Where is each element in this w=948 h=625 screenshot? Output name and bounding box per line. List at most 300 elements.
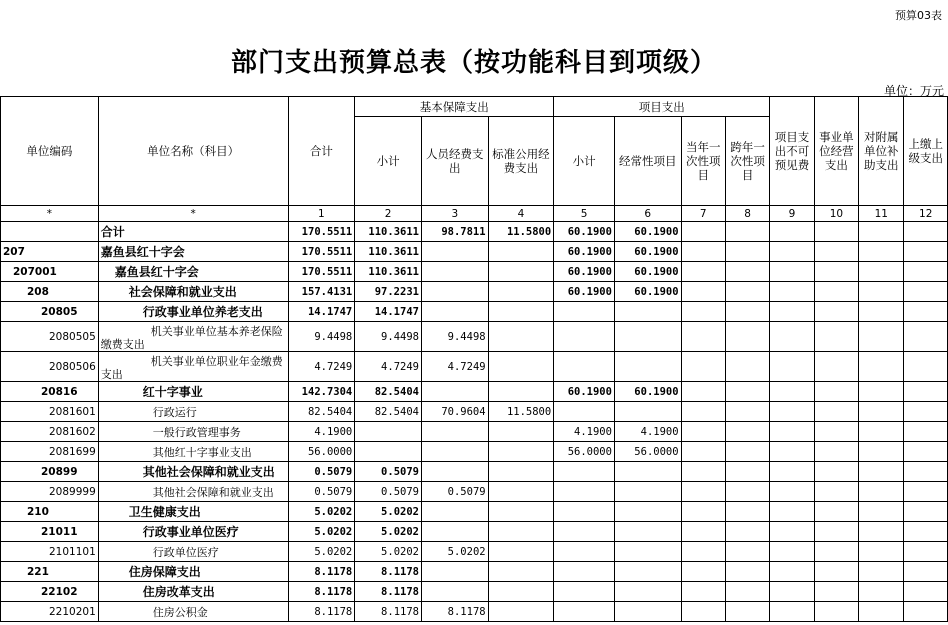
row-code: [1, 222, 99, 242]
row-value: [859, 442, 904, 462]
row-value: 157.4131: [288, 282, 355, 302]
row-value: [904, 262, 948, 282]
index-cell: 5: [554, 206, 615, 222]
row-value: 11.5800: [488, 402, 554, 422]
row-value: [725, 582, 769, 602]
row-value: [614, 502, 681, 522]
row-code: 2081601: [1, 402, 99, 422]
row-value: 8.1178: [355, 562, 422, 582]
row-value: 14.1747: [355, 302, 422, 322]
row-value: [859, 322, 904, 352]
row-value: [488, 602, 554, 622]
row-value: [614, 352, 681, 382]
row-value: [488, 442, 554, 462]
row-value: 8.1178: [355, 602, 422, 622]
row-value: [725, 542, 769, 562]
row-value: [554, 402, 615, 422]
row-value: 60.1900: [614, 282, 681, 302]
row-value: [488, 242, 554, 262]
row-code: 208: [1, 282, 99, 302]
row-name: 行政事业单位养老支出: [98, 302, 288, 322]
row-name: 行政事业单位医疗: [98, 522, 288, 542]
row-value: [904, 502, 948, 522]
row-value: [859, 402, 904, 422]
row-value: [814, 442, 858, 462]
row-value: [770, 242, 814, 262]
row-value: [904, 352, 948, 382]
row-value: [770, 482, 814, 502]
row-value: [859, 222, 904, 242]
row-value: [614, 402, 681, 422]
row-value: [355, 422, 422, 442]
row-value: [770, 352, 814, 382]
row-value: 8.1178: [288, 582, 355, 602]
index-cell: 9: [770, 206, 814, 222]
row-value: [725, 382, 769, 402]
row-value: 8.1178: [288, 562, 355, 582]
row-value: [681, 282, 725, 302]
row-value: [554, 322, 615, 352]
row-value: 110.3611: [355, 262, 422, 282]
table-row: [1, 222, 948, 242]
row-value: 0.5079: [421, 482, 488, 502]
row-name: 行政运行: [98, 402, 288, 422]
row-value: 5.0202: [288, 522, 355, 542]
row-value: [355, 442, 422, 462]
row-value: [681, 382, 725, 402]
row-value: [554, 482, 615, 502]
row-value: [725, 502, 769, 522]
row-value: 4.1900: [614, 422, 681, 442]
row-value: [681, 582, 725, 602]
row-code: 2080505: [1, 322, 99, 352]
table-number-label: 预算03表: [895, 9, 942, 22]
row-value: [488, 562, 554, 582]
row-code: 2081699: [1, 442, 99, 462]
row-name: 住房改革支出: [98, 582, 288, 602]
index-cell: 10: [814, 206, 858, 222]
row-value: [554, 302, 615, 322]
row-value: [681, 602, 725, 622]
row-value: [859, 302, 904, 322]
table-row: [1, 302, 948, 322]
row-value: [554, 542, 615, 562]
header-standard-public: 标准公用经费支出: [488, 117, 554, 206]
table-row: [1, 352, 948, 382]
table-row: [1, 482, 948, 502]
row-value: [681, 352, 725, 382]
row-value: [770, 602, 814, 622]
row-value: [770, 462, 814, 482]
row-value: 60.1900: [614, 222, 681, 242]
row-value: [725, 222, 769, 242]
row-code: 210: [1, 502, 99, 522]
row-value: [814, 462, 858, 482]
row-value: [725, 522, 769, 542]
row-value: [554, 562, 615, 582]
row-value: [814, 382, 858, 402]
row-name: 红十字事业: [98, 382, 288, 402]
row-value: [859, 542, 904, 562]
row-value: 110.3611: [355, 222, 422, 242]
row-value: [904, 442, 948, 462]
row-value: [904, 282, 948, 302]
row-value: [554, 462, 615, 482]
row-name: 合计: [98, 222, 288, 242]
row-value: [488, 462, 554, 482]
index-cell: *: [1, 206, 99, 222]
row-value: [814, 322, 858, 352]
row-value: 14.1747: [288, 302, 355, 322]
row-value: [859, 262, 904, 282]
row-value: [770, 522, 814, 542]
row-value: 11.5800: [488, 222, 554, 242]
header-recurring: 经常性项目: [614, 117, 681, 206]
row-code: 20899: [1, 462, 99, 482]
row-code: 20805: [1, 302, 99, 322]
row-value: [725, 562, 769, 582]
row-code: 21011: [1, 522, 99, 542]
row-value: 4.7249: [288, 352, 355, 382]
row-value: [488, 522, 554, 542]
row-value: [814, 482, 858, 502]
index-cell: 8: [725, 206, 769, 222]
row-code: 20816: [1, 382, 99, 402]
row-value: [421, 262, 488, 282]
row-value: [554, 582, 615, 602]
index-cell: 11: [859, 206, 904, 222]
index-cell: 4: [488, 206, 554, 222]
table-row: [1, 502, 948, 522]
row-value: [681, 442, 725, 462]
row-name: 嘉鱼县红十字会: [98, 242, 288, 262]
row-value: 5.0202: [355, 542, 422, 562]
row-value: [814, 262, 858, 282]
row-value: [725, 422, 769, 442]
row-value: [814, 522, 858, 542]
row-value: [725, 282, 769, 302]
row-value: [681, 222, 725, 242]
row-value: [814, 352, 858, 382]
row-value: 0.5079: [288, 482, 355, 502]
row-value: 56.0000: [614, 442, 681, 462]
header-personnel: 人员经费支出: [421, 117, 488, 206]
row-code: 207: [1, 242, 99, 262]
row-value: 4.1900: [288, 422, 355, 442]
table-row: [1, 442, 948, 462]
header-name: 单位名称（科目）: [98, 97, 288, 206]
row-value: [859, 502, 904, 522]
row-value: [814, 242, 858, 262]
table-row: [1, 282, 948, 302]
row-value: [488, 302, 554, 322]
row-value: [488, 502, 554, 522]
row-value: [681, 262, 725, 282]
row-value: [859, 522, 904, 542]
row-value: [725, 442, 769, 462]
row-value: [725, 262, 769, 282]
row-value: [681, 242, 725, 262]
row-value: 60.1900: [614, 382, 681, 402]
row-value: [421, 582, 488, 602]
row-value: [725, 322, 769, 352]
row-value: [904, 382, 948, 402]
row-value: [681, 322, 725, 352]
row-value: [614, 542, 681, 562]
row-value: [904, 542, 948, 562]
row-value: [904, 562, 948, 582]
table-row: [1, 602, 948, 622]
table-row: [1, 462, 948, 482]
row-code: 2089999: [1, 482, 99, 502]
row-value: [770, 222, 814, 242]
row-value: 170.5511: [288, 222, 355, 242]
row-value: 8.1178: [355, 582, 422, 602]
row-name: 嘉鱼县红十字会: [98, 262, 288, 282]
row-value: [770, 302, 814, 322]
row-name: 一般行政管理事务: [98, 422, 288, 442]
row-value: [725, 462, 769, 482]
row-code: 2101101: [1, 542, 99, 562]
row-value: [859, 352, 904, 382]
table-row: [1, 242, 948, 262]
row-value: 9.4498: [421, 322, 488, 352]
row-value: [904, 582, 948, 602]
row-value: [421, 242, 488, 262]
row-value: [725, 242, 769, 262]
row-value: 82.5404: [355, 402, 422, 422]
row-value: [770, 562, 814, 582]
row-value: 0.5079: [288, 462, 355, 482]
row-code: 207001: [1, 262, 99, 282]
row-value: [814, 222, 858, 242]
row-value: [904, 242, 948, 262]
row-value: [859, 422, 904, 442]
index-cell: 12: [904, 206, 948, 222]
row-value: 60.1900: [554, 382, 615, 402]
table-row: [1, 262, 948, 282]
row-value: [770, 442, 814, 462]
row-value: [770, 382, 814, 402]
row-value: [770, 542, 814, 562]
index-cell: 6: [614, 206, 681, 222]
row-value: [488, 582, 554, 602]
row-value: 60.1900: [554, 282, 615, 302]
row-value: 5.0202: [288, 542, 355, 562]
index-cell: 3: [421, 206, 488, 222]
row-value: 5.0202: [288, 502, 355, 522]
row-value: [421, 502, 488, 522]
row-value: [859, 242, 904, 262]
row-value: [421, 562, 488, 582]
row-value: [421, 522, 488, 542]
row-value: [814, 302, 858, 322]
row-value: [681, 402, 725, 422]
row-value: [859, 582, 904, 602]
row-value: [681, 462, 725, 482]
row-value: [421, 422, 488, 442]
row-value: 60.1900: [554, 222, 615, 242]
budget-table: [0, 96, 948, 622]
row-value: 56.0000: [288, 442, 355, 462]
row-value: [814, 402, 858, 422]
row-name: 机关事业单位职业年金缴费支出: [98, 352, 288, 382]
row-value: [614, 602, 681, 622]
row-value: [904, 422, 948, 442]
row-value: [725, 602, 769, 622]
row-value: [488, 322, 554, 352]
row-value: 70.9604: [421, 402, 488, 422]
row-name: 住房公积金: [98, 602, 288, 622]
table-row: [1, 382, 948, 402]
table-row: [1, 562, 948, 582]
row-code: 2081602: [1, 422, 99, 442]
row-value: [814, 542, 858, 562]
row-name: 其他社会保障和就业支出: [98, 482, 288, 502]
row-value: [904, 482, 948, 502]
row-value: [681, 542, 725, 562]
row-value: 4.7249: [421, 352, 488, 382]
row-value: [859, 462, 904, 482]
row-value: [770, 502, 814, 522]
row-value: [421, 462, 488, 482]
row-value: 5.0202: [355, 502, 422, 522]
row-value: [814, 422, 858, 442]
row-value: 4.7249: [355, 352, 422, 382]
row-value: [814, 602, 858, 622]
row-value: [614, 322, 681, 352]
row-name: 社会保障和就业支出: [98, 282, 288, 302]
row-value: 110.3611: [355, 242, 422, 262]
row-value: [614, 462, 681, 482]
row-value: [814, 562, 858, 582]
row-value: [859, 602, 904, 622]
row-value: [725, 402, 769, 422]
row-name: 机关事业单位基本养老保险缴费支出: [98, 322, 288, 352]
row-value: 9.4498: [288, 322, 355, 352]
row-value: [681, 502, 725, 522]
row-name: 住房保障支出: [98, 562, 288, 582]
row-value: [421, 442, 488, 462]
row-name: 卫生健康支出: [98, 502, 288, 522]
header-upper: 上缴上级支出: [904, 97, 948, 206]
header-unforeseen: 项目支出不可预见费: [770, 97, 814, 206]
header-basic-subtotal: 小计: [355, 117, 422, 206]
row-value: [554, 522, 615, 542]
row-value: [421, 382, 488, 402]
index-cell: 7: [681, 206, 725, 222]
row-value: [488, 262, 554, 282]
header-project: 项目支出: [554, 97, 770, 117]
row-value: 8.1178: [288, 602, 355, 622]
row-value: [681, 562, 725, 582]
row-value: [770, 402, 814, 422]
row-value: 56.0000: [554, 442, 615, 462]
row-code: 2210201: [1, 602, 99, 622]
row-value: [904, 522, 948, 542]
row-value: [681, 422, 725, 442]
row-value: [904, 602, 948, 622]
page-title: 部门支出预算总表（按功能科目到项级）: [230, 48, 717, 78]
row-value: [814, 282, 858, 302]
row-value: 97.2231: [355, 282, 422, 302]
row-value: [770, 262, 814, 282]
row-value: [904, 402, 948, 422]
row-value: [614, 482, 681, 502]
row-value: 5.0202: [421, 542, 488, 562]
row-value: 170.5511: [288, 242, 355, 262]
row-value: 82.5404: [288, 402, 355, 422]
row-value: [488, 282, 554, 302]
row-value: [488, 382, 554, 402]
row-value: 4.1900: [554, 422, 615, 442]
row-value: [859, 382, 904, 402]
header-one-time-cross: 跨年一次性项目: [725, 117, 769, 206]
row-value: 5.0202: [355, 522, 422, 542]
row-value: [904, 322, 948, 352]
header-basic: 基本保障支出: [355, 97, 554, 117]
row-value: [681, 482, 725, 502]
row-name: 其他社会保障和就业支出: [98, 462, 288, 482]
row-value: 0.5079: [355, 482, 422, 502]
header-project-subtotal: 小计: [554, 117, 615, 206]
row-value: [814, 502, 858, 522]
row-value: [859, 482, 904, 502]
index-cell: *: [98, 206, 288, 222]
header-business-unit: 事业单位经营支出: [814, 97, 858, 206]
row-code: 22102: [1, 582, 99, 602]
table-row: [1, 322, 948, 352]
row-value: [859, 562, 904, 582]
table-row: [1, 522, 948, 542]
row-value: [614, 562, 681, 582]
row-value: 82.5404: [355, 382, 422, 402]
row-value: [770, 582, 814, 602]
row-name: 行政单位医疗: [98, 542, 288, 562]
row-value: [488, 422, 554, 442]
row-value: [614, 582, 681, 602]
header-one-time-current: 当年一次性项目: [681, 117, 725, 206]
index-cell: 1: [288, 206, 355, 222]
row-value: [770, 422, 814, 442]
row-value: 8.1178: [421, 602, 488, 622]
table-row: [1, 422, 948, 442]
row-value: [770, 282, 814, 302]
row-value: [725, 482, 769, 502]
header-code: 单位编码: [1, 97, 99, 206]
row-value: [488, 352, 554, 382]
row-value: [554, 602, 615, 622]
row-value: [725, 302, 769, 322]
table-row: [1, 402, 948, 422]
row-value: 98.7811: [421, 222, 488, 242]
row-value: [554, 502, 615, 522]
row-value: 0.5079: [355, 462, 422, 482]
row-value: [681, 522, 725, 542]
row-value: [614, 522, 681, 542]
row-name: 其他红十字事业支出: [98, 442, 288, 462]
row-value: [554, 352, 615, 382]
header-subsidy: 对附属单位补助支出: [859, 97, 904, 206]
row-value: 142.7304: [288, 382, 355, 402]
row-code: 221: [1, 562, 99, 582]
row-value: [488, 482, 554, 502]
header-total: 合计: [288, 97, 355, 206]
row-value: [681, 302, 725, 322]
index-row: [1, 206, 948, 222]
row-value: [904, 462, 948, 482]
table-row: [1, 542, 948, 562]
